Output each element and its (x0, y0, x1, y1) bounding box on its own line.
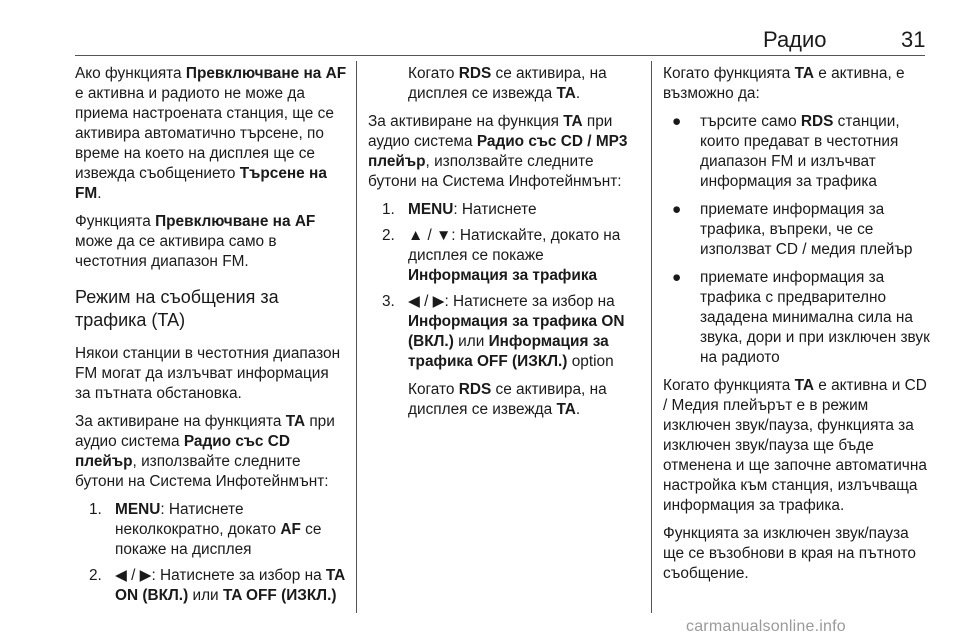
bold-term: TA (556, 85, 576, 102)
text-run: при аудио система (368, 113, 613, 150)
text-run: е активна, е възможно да: (663, 65, 905, 102)
text-run: Функцията за изключен звук/пауза ще се възобнови в края на пътното съобщение. (663, 525, 916, 582)
text-run: . (97, 185, 102, 202)
step-item (382, 200, 640, 220)
paragraph (75, 412, 347, 492)
paragraph (663, 376, 933, 516)
text-run: Когато (408, 65, 459, 82)
bold-term: RDS (458, 65, 492, 82)
bold-term: MENU (408, 201, 454, 218)
text-run: option (567, 353, 614, 370)
bullet-dot-icon: ● (672, 201, 682, 218)
bold-term: TA (794, 377, 814, 394)
bold-term: TA (794, 65, 814, 82)
step-number: 2. (382, 227, 395, 244)
bold-term: Информация за трафика ON (ВКЛ.) (408, 313, 625, 350)
text-run: , използвайте следните бутони на Система Инфотейнмънт: (75, 453, 329, 490)
text-run: приемате информация за трафика с предварително зададена минимална сила на звука, дори и при изключен звук на радиото (700, 269, 930, 366)
step-item (382, 292, 640, 372)
step-number: 1. (89, 501, 102, 518)
header-rule (75, 55, 925, 56)
text-run: търсите само (700, 113, 801, 130)
text-run: За активиране на функцията (75, 413, 286, 430)
paragraph (75, 64, 347, 204)
bullet-dot-icon: ● (672, 113, 682, 130)
text-run: е активна и радиото не може да приема настроената станция, ще се активира автоматично търсене, по време на което на дисплея ще се извежда съобщението (75, 85, 334, 182)
text-run: За активиране на функция (368, 113, 564, 130)
text-run: се активира, на дисплея се извежда (408, 381, 607, 418)
bold-term: Информация за трафика (408, 267, 598, 284)
bullet-item (670, 268, 933, 368)
bold-term: Превключване на AF (185, 65, 347, 82)
text-run: Когато функцията (663, 377, 795, 394)
section-heading: Режим на съобщения за трафика (TA) (75, 287, 279, 330)
step-number: 1. (382, 201, 395, 218)
column-1 (75, 64, 347, 614)
bold-term: AF (280, 521, 301, 538)
text-run: Когато функцията (663, 65, 795, 82)
text-run: , използвайте следните бутони на Система Инфотейнмънт: (368, 153, 622, 190)
text-run: . (575, 401, 581, 418)
steps-list (75, 500, 347, 606)
step-number: 2. (89, 567, 102, 584)
bold-term: TA (563, 113, 583, 130)
text-run: : Натиснете (453, 201, 537, 218)
column-divider-1 (356, 61, 357, 613)
column-divider-2 (651, 61, 652, 613)
step-item (89, 500, 347, 560)
paragraph (663, 64, 933, 104)
bold-term: TA (285, 413, 306, 430)
paragraph (368, 112, 640, 192)
text-run: станции, които предават в честотния диапазон FM и излъчват информация за трафика (700, 113, 900, 190)
watermark: carmanualsonline.info (686, 618, 846, 635)
bold-term: MENU (115, 501, 161, 518)
bold-term: RDS (458, 381, 492, 398)
step-item (382, 226, 640, 286)
text-run: Ако функцията (75, 65, 186, 82)
text-run: ◀ / ▶: Натиснете за избор на (408, 293, 615, 310)
text-run: Някои станции в честотния диапазон FM могат да излъчват информация за пътната обстановка. (75, 345, 341, 402)
bold-term: Превключване на AF (155, 213, 316, 230)
text-run: се покаже на дисплея (115, 521, 322, 558)
paragraph (663, 524, 933, 584)
bold-term: Радио със CD плейър (75, 433, 290, 470)
column-3 (663, 64, 933, 592)
bold-term: Информация за трафика OFF (ИЗКЛ.) (408, 333, 609, 370)
text-run: приемате информация за трафика, въпреки, че се използват CD / медия плейър (700, 201, 913, 258)
page-number: 31 (901, 27, 926, 52)
text-run: ▲ / ▼: Натискайте, докато на дисплея се покаже (408, 227, 621, 264)
step-number: 3. (382, 293, 395, 310)
step-continuation (408, 380, 640, 420)
step-continuation (408, 64, 640, 104)
text-run: . (575, 85, 581, 102)
text-run: Функцията (75, 213, 156, 230)
bullet-dot-icon: ● (672, 269, 682, 286)
text-run: е активна и CD / Медия плейърът е в режим изключен звук/пауза, функцията за изключен звук/пауза ще бъде отменена и ще започне автоматична настройка към станция, излъчваща информация за трафика. (663, 377, 927, 514)
bold-term: Радио със CD / MP3 плейър (368, 133, 628, 170)
text-run: или (453, 333, 489, 350)
text-run: Когато (408, 381, 459, 398)
text-run: ◀ / ▶: Натиснете за избор на (115, 567, 326, 584)
column-2 (368, 64, 640, 428)
bullet-list (663, 112, 933, 368)
bold-term: Търсене на FM (75, 165, 327, 202)
bullet-item (670, 200, 933, 260)
bold-term: TA ON (ВКЛ.) (115, 567, 345, 604)
bold-term: TA (556, 401, 576, 418)
text-run: се активира, на дисплея се извежда (408, 65, 607, 102)
text-run: при аудио система (75, 413, 335, 450)
text-run: може да се активира само в честотния диапазон FM. (75, 233, 277, 270)
steps-list (368, 200, 640, 372)
paragraph (75, 212, 347, 272)
paragraph (75, 344, 347, 404)
section-title: Радио (763, 27, 827, 52)
text-run: или (188, 587, 223, 604)
bullet-item (670, 112, 933, 192)
bold-term: TA OFF (ИЗКЛ.) (222, 587, 337, 604)
bold-term: RDS (800, 113, 834, 130)
text-run: : Натиснете неколкократно, докато (115, 501, 281, 538)
step-item (89, 566, 347, 606)
